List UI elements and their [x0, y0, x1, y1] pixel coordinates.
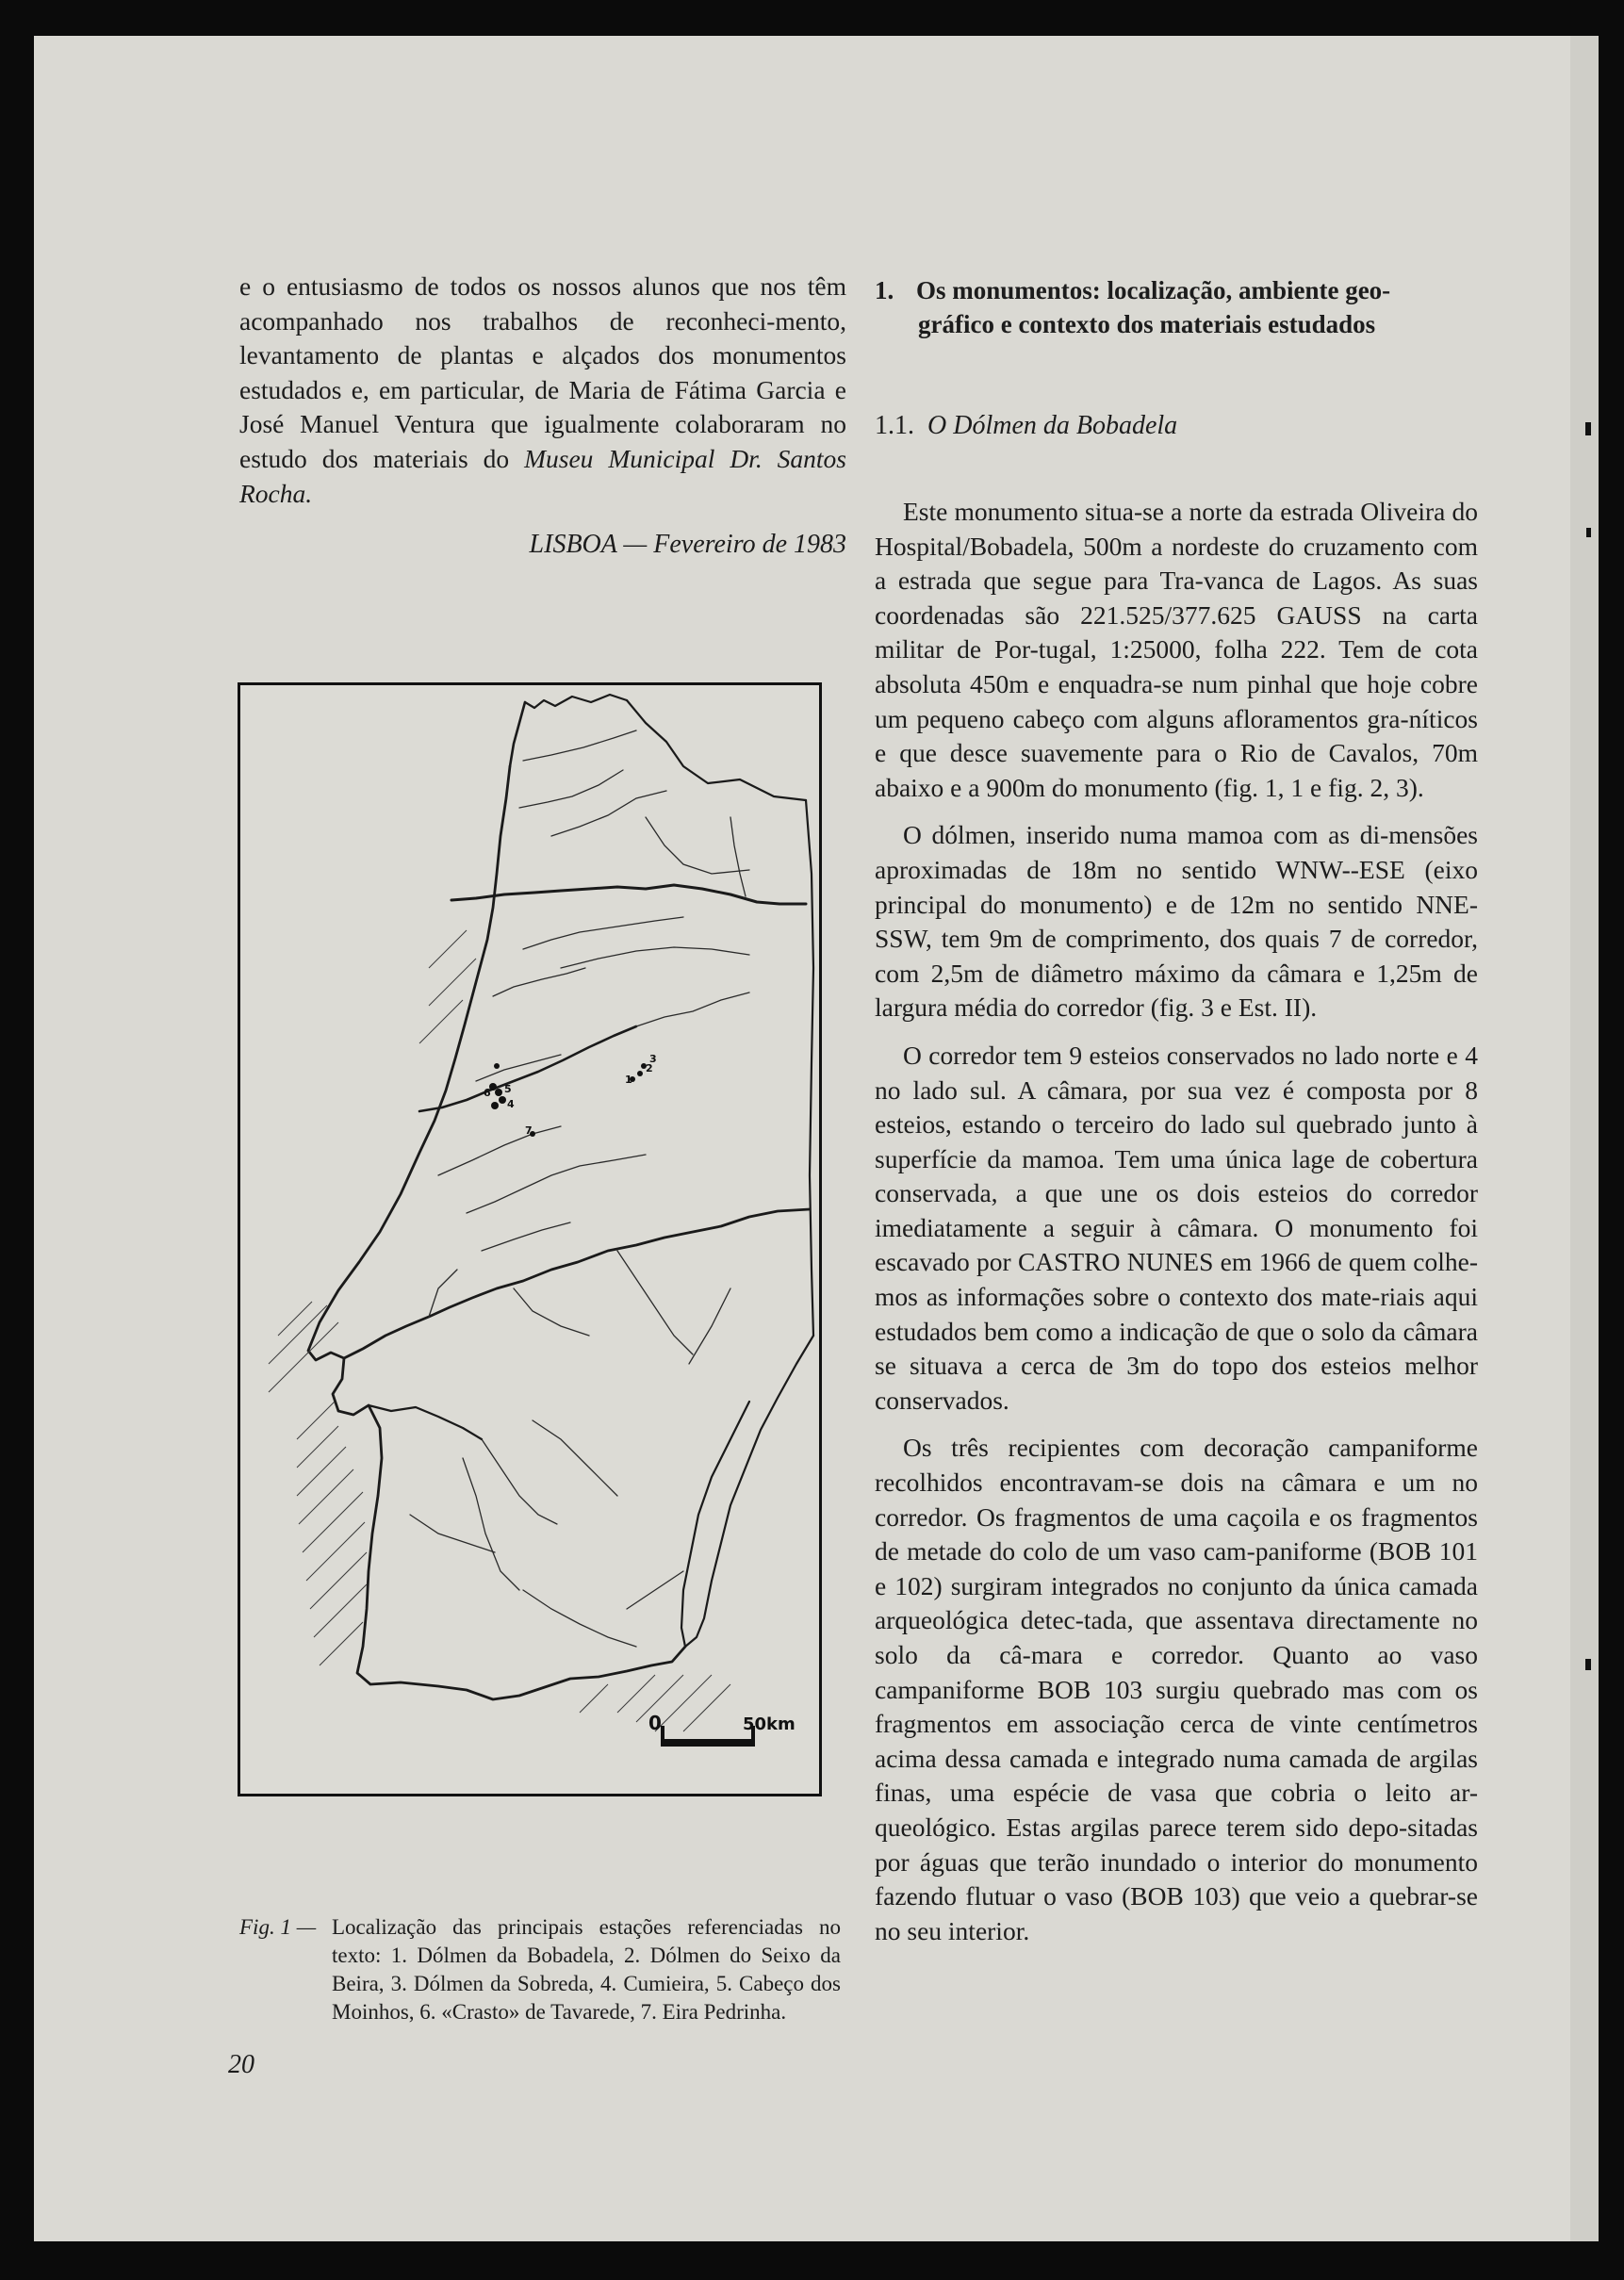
body-paragraph: Os três recipientes com decoração campaniforme recolhidos encontravam-se dois na câmara e um no corredor. Os fragmentos de uma caçoila e os fragmentos de metade do colo de um vaso cam-paniforme (BOB 101 e 102) surgiram integrados no conjunto da única camada arqueológica detec-tada, que assentava directamente no solo da câ-mara e corredor. Quanto ao vaso campaniforme BOB 103 surgiu quebrado mas com os fragmentos em associação cerca de vinte centímetros acima dessa camada e integrado numa camada de argilas finas, uma espécie de vasa que cobria o leito ar-queológico. Estas argilas parece terem sido depo-sitadas por águas que terão inundado o interior do monumento fazendo flutuar o vaso (BOB 103) que veio a quebrar-se no seu interior.	[875, 1433, 1478, 1945]
subsection-title: O Dólmen da Bobadela	[927, 411, 1178, 440]
subsection-number: 1.1.	[875, 411, 914, 440]
site-label-3: 3	[649, 1053, 657, 1065]
site-marker	[494, 1063, 500, 1069]
subsection-heading	[875, 411, 1482, 441]
left-column	[239, 270, 846, 511]
section-title-line1: Os monumentos: localização, ambiente geo-	[916, 276, 1391, 304]
site-label-2: 2	[646, 1062, 653, 1074]
section-number: 1.	[875, 276, 894, 304]
site-markers	[484, 1053, 657, 1137]
edge-mark	[1585, 422, 1591, 435]
page-number: 20	[228, 2050, 254, 2079]
site-marker	[491, 1102, 499, 1109]
figure-caption	[239, 1913, 845, 2026]
site-label-4: 4	[507, 1098, 515, 1110]
document-page	[34, 36, 1599, 2241]
figure-caption-text: Localização das principais estações referenciadas no texto: 1. Dólmen da Bobadela, 2. Dólmen do Seixo da Beira, 3. Dólmen da Sobreda, 4. Cumieira, 5. Cabeço dos Moinhos, 6. «Crasto» de Tavarede, 7. Eira Pedrinha.	[332, 1915, 841, 2024]
portugal-map-figure	[240, 685, 819, 1794]
body-paragraph: O dólmen, inserido numa mamoa com as di-mensões aproximadas de 18m no sentido WNW--ESE (eixo principal do monumento) e de 12m no sentido NNE-SSW, tem 9m de comprimento, dos quais 7 de corredor, com 2,5m de diâmetro máximo da câmara e 1,25m de largura média do corredor (fig. 3 e Est. II).	[875, 820, 1478, 1023]
dateline: LISBOA — Fevereiro de 1983	[529, 530, 846, 559]
site-label-6: 6	[484, 1087, 491, 1099]
scale-bar	[648, 1712, 796, 1747]
site-label-1: 1	[625, 1074, 632, 1086]
edge-mark	[1585, 1659, 1591, 1670]
scale-start-label: 0	[648, 1712, 662, 1734]
section-title-line2: gráfico e contexto dos materiais estudados	[918, 310, 1376, 338]
location-map	[238, 682, 822, 1796]
right-column-body	[875, 495, 1478, 1961]
site-label-5: 5	[504, 1083, 512, 1095]
body-paragraph: Este monumento situa-se a norte da estrada Oliveira do Hospital/Bobadela, 500m a nordeste do cruzamento com a estrada que segue para Tra-vanca de Lagos. As suas coordenadas são 221.525/377.625 GAUSS na carta militar de Por-tugal, 1:25000, folha 222. Tem de cota absoluta 450m e enquadra-se num pinhal que hoje cobre um pequeno cabeço com alguns afloramentos gra-níticos e que desce suavemente para o Rio de Cavalos, 70m abaixo e a 900m do monumento (fig. 1, 1 e fig. 2, 3).	[875, 497, 1478, 802]
edge-mark	[1586, 528, 1591, 537]
site-marker	[637, 1071, 643, 1076]
body-paragraph: O corredor tem 9 esteios conservados no lado norte e 4 no lado sul. A câmara, por sua vez é composta por 8 esteios, estando o terceiro do lado sul quebrado junto à superfície da mamoa. Tem uma única lage de cobertura conservada, a que une os dois esteios do corredor imediatamente a seguir à câmara. O monumento foi escavado por CASTRO NUNES em 1966 de quem colhe-mos as informações sobre o contexto dos mate-riais aqui estudados bem como a indicação de que o solo da câmara se situava a cerca de 3m do topo dos esteios melhor conservados.	[875, 1040, 1478, 1415]
acknowledgements-paragraph: e o entusiasmo de todos os nossos alunos que nos têm acompanhado nos trabalhos de reconheci-mento, levantamento de plantas e alçados dos monumentos estudados e, em particular, de Maria de Fátima Garcia e José Manuel Ventura que igualmente colaboraram no estudo dos materiais do Museu Municipal Dr. Santos Rocha.	[239, 271, 846, 508]
site-label-7: 7	[525, 1124, 533, 1137]
site-marker	[495, 1089, 502, 1096]
site-marker	[499, 1096, 506, 1104]
section-heading	[875, 273, 1482, 341]
scale-end-label: 50km	[743, 1714, 796, 1734]
figure-caption-label: Fig. 1 —	[239, 1915, 317, 1939]
page-edge	[1570, 36, 1599, 2241]
